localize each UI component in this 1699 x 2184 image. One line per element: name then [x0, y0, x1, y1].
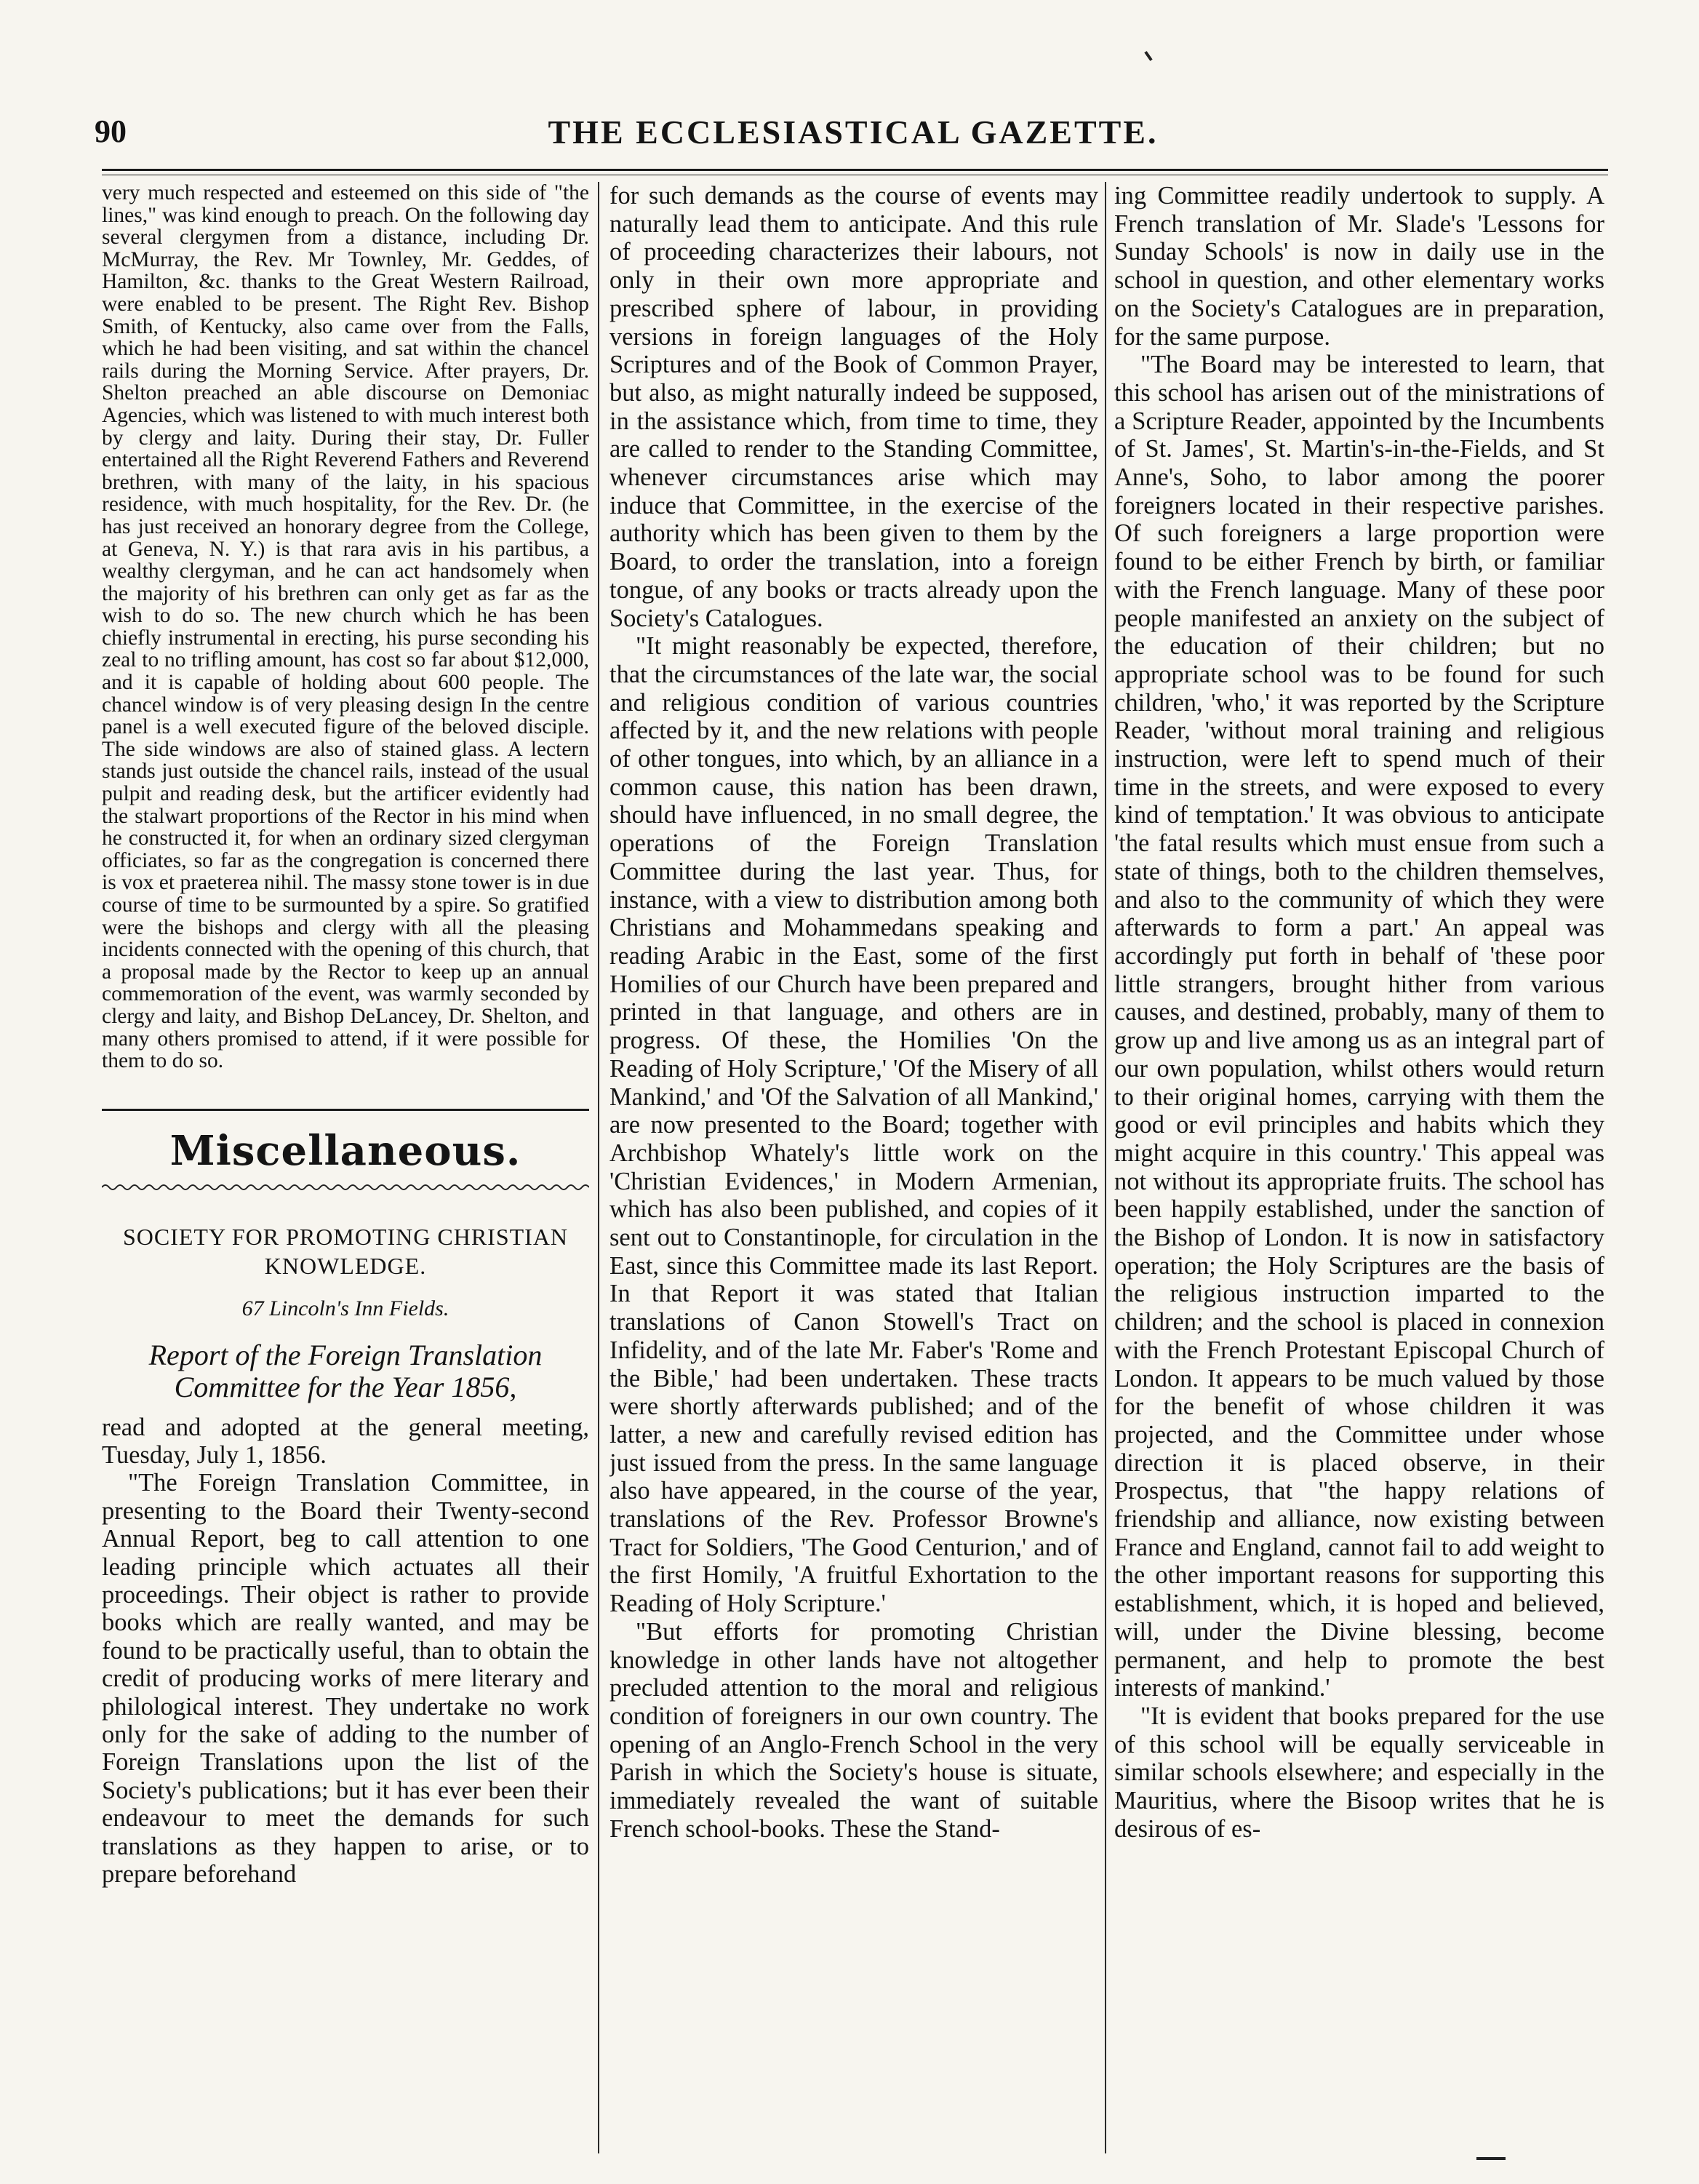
section-rule — [102, 1109, 589, 1111]
report-intro: read and adopted at the general meeting, Tuesday, July 1, 1856. — [102, 1413, 589, 1469]
page-header — [95, 113, 1612, 164]
paragraph: "But efforts for promoting Christian knowledge in other lands have not altogether precluded attention to the moral and religious condition of foreigners in our own country. The opening of an Anglo-French School in the very Parish in which the Society's house is situate, immediately revealed the want of suitable French school-books. These the Stand- — [609, 1617, 1098, 1843]
header-rule — [102, 169, 1608, 171]
society-address: 67 Lincoln's Inn Fields. — [241, 1296, 449, 1320]
column-2 — [609, 182, 1098, 2153]
paragraph: "The Board may be interested to learn, that this school has arisen out of the ministrations of a Scripture Reader, appointed by the Incumbents of St. James', St. Martin's-in-the-Fields, and St Anne's, Soho, to labor among the poorer foreigners located in their respective parishes. Of such foreigners a large proportion were found to be either French by birth, or familiar with the French language. Many of these poor people manifested an anxiety on the subject of the education of their children; but no appropriate school was to be found for such children, 'who,' it was reported by the Scripture Reader, 'without moral training and religious instruction, were left to spend much of their time in the streets, and were exposed to every kind of temptation.' It was obvious to anticipate 'the fatal results which must ensue from such a state of things, both to the children themselves, and also to the community of which they were afterwards to form a part.' An appeal was accordingly put forth in behalf of 'these poor little strangers, brought hither from various causes, and destined, probably, many of them to grow up and live among us as an integral part of our own population, whilst others would return to their original homes, carrying with them the good or evil principles and habits which they might acquire in this country.' This appeal was not without its appropriate fruits. The school has been happily established, under the sanction of the Bishop of London. It is now in satisfactory operation; the Holy Scriptures are the basis of the religious instruction imparted to the children; and the school is placed in connexion with the French Protestant Episcopal Church of London. It appears to be much valued by those for the benefit of whose children it was projected, and the Committee under whose direction it is placed observe, in their Prospectus, that "the happy relations of friendship and alliance, now existing between France and England, cannot fail to add weight to the other important reasons for supporting this establishment, which, it is hoped and believed, will, under the Divine blessing, become permanent, and help to promote the best interests of mankind.' — [1114, 351, 1604, 1702]
publication-title: THE ECCLESIASTICAL GAZETTE. — [548, 113, 1159, 151]
section-heading: Miscellaneous. — [169, 1126, 521, 1175]
report-title: Report of the Foreign Translation Committee for the Year 1856, — [148, 1338, 543, 1403]
column-3 — [1114, 182, 1604, 2153]
print-speck — [1144, 51, 1152, 61]
paragraph: "It is evident that books prepared for the use of this school will be equally serviceable in similar schools elsewhere; and especially in the Mauritius, where the Bisoop writes that he is desirous of es- — [1114, 1702, 1604, 1843]
report-body — [102, 1414, 589, 1889]
report-paragraph: "The Foreign Translation Committee, in presenting to the Board their Twenty-second Annual Report, beg to call attention to one leading principle which actuates all their proceedings. Their object is rather to provide books which are really wanted, and may be found to be practically useful, than to obtain the credit of producing works of mere literary and philological interest. They undertake no work only for the sake of adding to the number of Foreign Translations upon the list of the Society's publications; but it has ever been their endeavour to meet the demands for such translations as they happen to arise, or to prepare beforehand — [102, 1469, 589, 1889]
society-name: SOCIETY FOR PROMOTING CHRISTIAN KNOWLEDGE. — [122, 1223, 569, 1279]
wavy-divider — [102, 1175, 589, 1197]
column-divider — [598, 182, 599, 2153]
paragraph: for such demands as the course of events may naturally lead them to anticipate. And this rule of proceeding characterizes their labours, not only in their own more appropriate and prescribed sphere of labour, in providing versions in foreign languages of the Holy Scriptures and of the Book of Common Prayer, but also, as might naturally indeed be supposed, in the assistance which, from time to time, they are called to render to the Standing Committee, whenever circumstances arise which may induce that Committee, in the exercise of the authority which has been given to them by the Board, to order the translation, into a foreign tongue, of any books or tracts already upon the Society's Catalogues. — [609, 182, 1098, 632]
column-1 — [102, 182, 589, 2153]
column-divider — [1105, 182, 1106, 2153]
paragraph: ing Committee readily undertook to supply. A French translation of Mr. Slade's 'Lessons for Sunday Schools' is now in daily use in the school in question, and other elementary works on the Society's Catalogues are in preparation, for the same purpose. — [1114, 182, 1604, 351]
page-number: 90 — [95, 113, 127, 149]
article-continuation: very much respected and esteemed on this side of "the lines," was kind enough to preach. On the following day several clergymen from a distance, including Dr. McMurray, the Rev. Mr Townley, Mr. Geddes, of Hamilton, &c. thanks to the Great Western Railroad, were enabled to be present. The Right Rev. Bishop Smith, of Kentucky, also came over from the Falls, which he had been visiting, and sat within the chancel rails during the Morning Service. After prayers, Dr. Shelton preached an able discourse on Demoniac Agencies, which was listened to with much interest both by clergy and laity. During their stay, Dr. Fuller entertained all the Right Reverend Fathers and Reverend brethren, with many of the laity, in his spacious residence, with much hospitality, for the Rev. Dr. (he has just received an honorary degree from the College, at Geneva, N. Y.) is that rara avis in his partibus, a wealthy clergyman, and he can act handsomely when the majority of his brethren can only get as far as the wish to do so. The new church which he has been chiefly instrumental in erecting, his purse seconding his zeal to no trifling amount, has cost so far about $12,000, and it is capable of holding about 600 people. The chancel window is of very pleasing design In the centre panel is a well executed figure of the beloved disciple. The side windows are also of stained glass. A lectern stands just outside the chancel rails, instead of the usual pulpit and reading desk, but the artificer evidently had the stalwart proportions of the Rector in his mind when he constructed it, for when an ordinary sized clergyman officiates, so far as the congregation is concerned there is vox et praeterea nihil. The massy stone tower is in due course of time to be surmounted by a spire. So gratified were the bishops and clergy with all the pleasing incidents connected with the opening of this church, that a proposal made by the Rector to keep up an annual commemoration of the event, was warmly seconded by clergy and laity, and Bishop DeLancey, Dr. Shelton, and many others promised to attend, if it were possible for them to do so. — [102, 182, 589, 1073]
paragraph: "It might reasonably be expected, therefore, that the circumstances of the late war, the social and religious condition of various countries affected by it, and the new relations with people of other tongues, into which, by an alliance in a common cause, this nation has been drawn, should have influenced, in no small degree, the operations of the Foreign Translation Committee during the last year. Thus, for instance, with a view to distribution among both Christians and Mohammedans speaking and reading Arabic in the East, some of the first Homilies of our Church have been prepared and printed in that language, and others are in progress. Of these, the Homilies 'On the Reading of Holy Scripture,' 'Of the Misery of all Mankind,' and 'Of the Salvation of all Mankind,' are now presented to the Board; together with Archbishop Whately's little work on the 'Christian Evidences,' in Modern Armenian, which has also been published, and copies of it sent out to Constantinople, for circulation in the East, since this Committee made its last Report. In that Report it was stated that Italian translations of Canon Stowell's Tract on Infidelity, and of the late Mr. Faber's 'Rome and the Bible,' had been undertaken. These tracts were shortly afterwards published; and of the latter, a new and carefully revised edition has just issued from the press. In the same language also have appeared, in the course of the year, translations of the Rev. Professor Browne's Tract for Soldiers, 'The Good Centurion,' and of the first Homily, 'A fruitful Exhortation to the Reading of Holy Scripture.' — [609, 632, 1098, 1618]
print-speck — [1476, 2157, 1506, 2160]
